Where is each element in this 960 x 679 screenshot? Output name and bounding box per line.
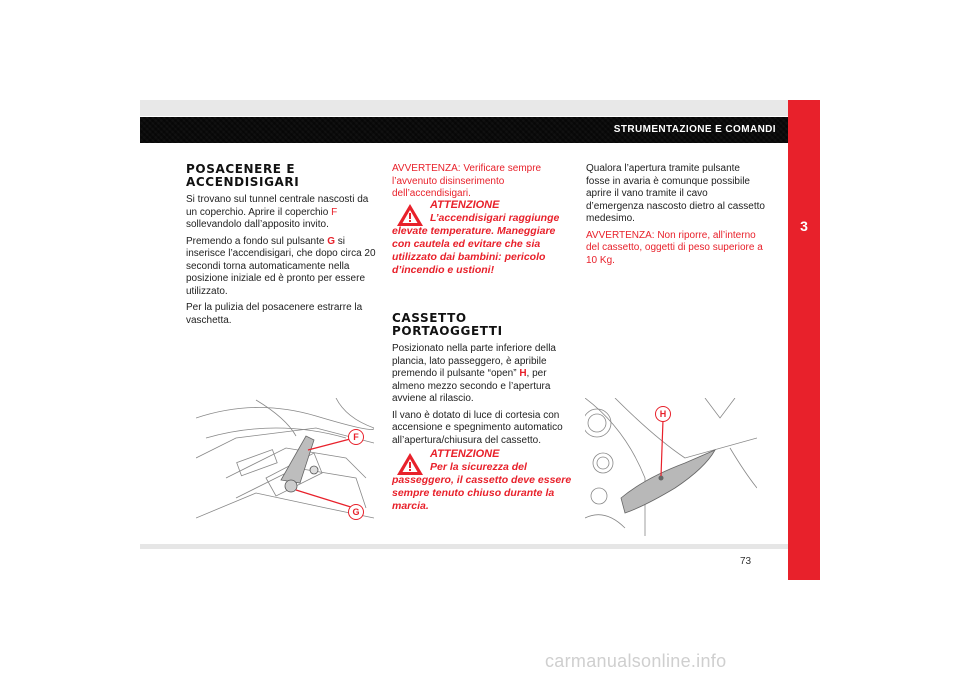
warning-text: L’accendisigari raggiunge elevate temperature. Maneggiare con cautela ed evitare che sia utilizzato dai bambini: pericolo d’incendio e ustioni! xyxy=(392,212,560,276)
paragraph: Si trovano sul tunnel centrale nascosti da un coperchio. Aprire il coperchio F sollevandolo dall’apposito invito. xyxy=(186,194,369,230)
section-header xyxy=(140,117,788,143)
paragraph: Premendo a fondo sul pulsante G si inserisce l’accendisigari, che dopo circa 20 secondi torna automaticamente nella posizione iniziale ed è pronto per essere utilizzato. xyxy=(186,235,376,297)
bottom-band xyxy=(140,544,788,549)
advisory: AVVERTENZA: Verificare sempre l’avvenuto disinserimento dell’accendisigari. xyxy=(392,163,542,199)
warning-title: ATTENZIONE xyxy=(430,448,500,460)
top-band xyxy=(140,100,788,116)
column-ashtray xyxy=(186,163,376,331)
heading-ashtray: POSACENERE E ACCENDISIGARI xyxy=(186,162,300,189)
paragraph: Il vano è dotato di luce di cortesia con accensione e spegnimento automatico all’apertura/chiusura del cassetto. xyxy=(392,409,563,446)
label-h: H xyxy=(655,406,671,422)
chapter-number: 3 xyxy=(800,218,808,234)
page-number: 73 xyxy=(740,556,752,567)
glovebox-illustration xyxy=(585,398,757,536)
glovebox-drawing xyxy=(585,398,757,536)
watermark: carmanualsonline.info xyxy=(545,651,727,671)
glovebox-section xyxy=(392,312,574,451)
paragraph: Qualora l’apertura tramite pulsante fosse in avaria è comunque possibile aprire il vano tramite il cavo d’emergenza nascosto dietro al cassetto medesimo. xyxy=(586,163,765,224)
warning-text: Per la sicurezza del passeggero, il cassetto deve essere sempre tenuto chiuso durante la marcia. xyxy=(392,461,572,512)
section-title: STRUMENTAZIONE E COMANDI xyxy=(613,124,776,135)
ashtray-drawing xyxy=(196,398,374,536)
ashtray-illustration xyxy=(196,398,374,536)
paragraph: Posizionato nella parte inferiore della plancia, lato passeggero, è apribile premendo il pulsante “open” H, per almeno mezzo secondo e l’apertura avviene al rilascio. xyxy=(392,343,556,404)
column-glovebox-cont xyxy=(586,163,766,271)
heading-glovebox: CASSETTO PORTAOGGETTI xyxy=(392,311,503,338)
label-g: G xyxy=(348,504,364,520)
paragraph: Per la pulizia del posacenere estrarre la vaschetta. xyxy=(186,302,363,326)
advisory: AVVERTENZA: Non riporre, all’interno del cassetto, oggetti di peso superiore a 10 Kg. xyxy=(586,229,763,266)
warning-title: ATTENZIONE xyxy=(430,199,500,211)
label-f: F xyxy=(348,429,364,445)
chapter-tab xyxy=(788,100,820,580)
